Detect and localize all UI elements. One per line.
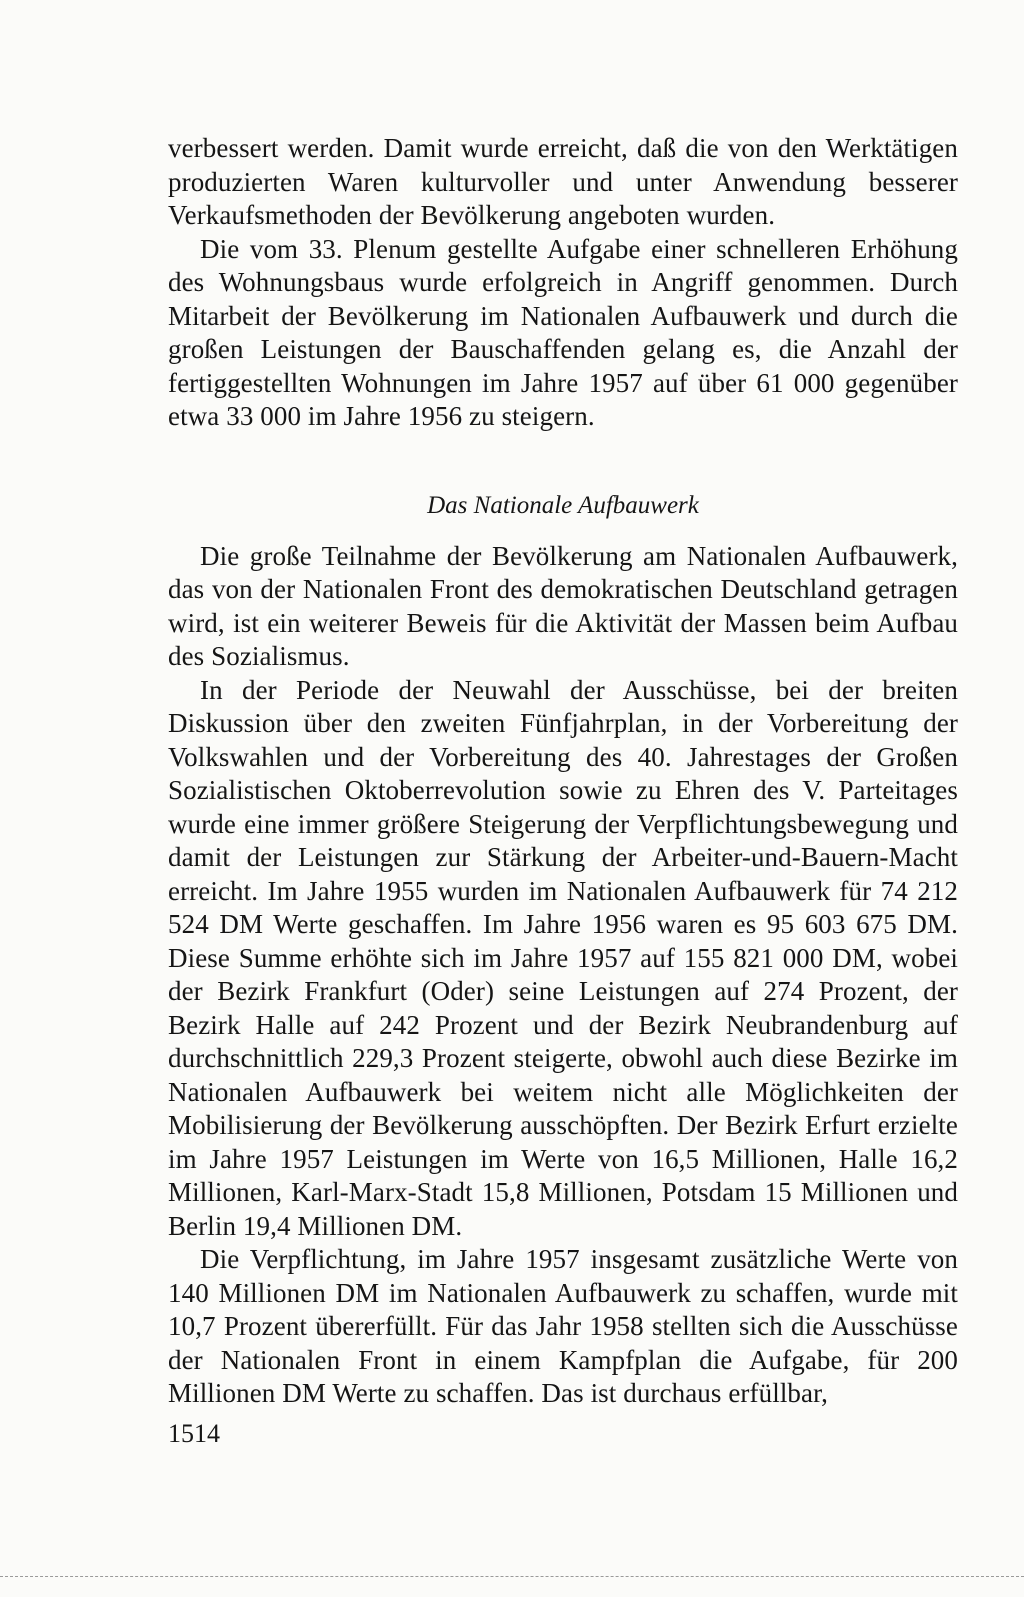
paragraph-verpflichtung: Die Verpflichtung, im Jahre 1957 insgesamt zusätzliche Werte von 140 Millionen DM im Nationalen Aufbauwerk zu schaffen, wurde mit 10,7 Prozent übererfüllt. Für das Jahr 1958 stellten sich die Ausschüsse der Nationalen Front in einem Kampfplan die Aufgabe, für 200 Millionen DM Werte zu schaffen. Das ist durchaus erfüllbar, — [168, 1244, 958, 1408]
book-page — [168, 132, 958, 1411]
paragraph-teilnahme: Die große Teilnahme der Bevölkerung am Nationalen Aufbauwerk, das von der Nationalen Front des demokratischen Deutschland getragen wird, ist ein weiterer Beweis für die Aktivität der Massen beim Aufbau des Sozialismus. — [168, 540, 958, 671]
paragraph-continuation: verbessert werden. Damit wurde erreicht, daß die von den Werktätigen produzierten Waren kulturvoller und unter Anwendung besserer Verkaufsmethoden der Bevölkerung angeboten wurden. — [168, 133, 958, 230]
text-block-top — [168, 132, 958, 434]
page-number: 1514 — [168, 1419, 220, 1448]
section-heading: Das Nationale Aufbauwerk — [427, 491, 699, 519]
scan-edge-line — [0, 1576, 1024, 1577]
paragraph-wohnungsbau: Die vom 33. Plenum gestellte Aufgabe einer schnelleren Erhöhung des Wohnungsbaus wurde erfolgreich in Angriff genommen. Durch Mitarbeit der Bevölkerung im Nationalen Aufbauwerk und durch die großen Leistungen der Bauschaffenden gelang es, die Anzahl der fertiggestellten Wohnungen im Jahre 1957 auf über 61 000 gegenüber etwa 33 000 im Jahre 1956 zu steigern. — [168, 233, 958, 431]
paragraph-periode: In der Periode der Neuwahl der Ausschüsse, bei der breiten Diskussion über den zweiten Fünfjahrplan, in der Vorbereitung der Volkswahlen und der Vorbereitung des 40. Jahrestages der Großen Sozialistischen Oktoberrevolution sowie zu Ehren des V. Parteitages wurde eine immer größere Steigerung der Verpflichtungsbewegung und damit der Leistungen zur Stärkung der Arbeiter-und-Bauern-Macht erreicht. Im Jahre 1955 wurden im Nationalen Aufbauwerk für 74 212 524 DM Werte geschaffen. Im Jahre 1956 waren es 95 603 675 DM. Diese Summe erhöhte sich im Jahre 1957 auf 155 821 000 DM, wobei der Bezirk Frankfurt (Oder) seine Leistungen auf 274 Prozent, der Bezirk Halle auf 242 Prozent und der Bezirk Neubrandenburg auf durchschnittlich 229,3 Prozent steigerte, obwohl auch diese Bezirke im Nationalen Aufbauwerk bei weitem nicht alle Möglichkeiten der Mobilisierung der Bevölkerung ausschöpften. Der Bezirk Erfurt erzielte im Jahre 1957 Leistungen im Werte von 16,5 Millionen, Halle 16,2 Millionen, Karl-Marx-Stadt 15,8 Millionen, Potsdam 15 Millionen und Berlin 19,4 Millionen DM. — [168, 674, 958, 1241]
text-block-bottom — [168, 540, 958, 1411]
